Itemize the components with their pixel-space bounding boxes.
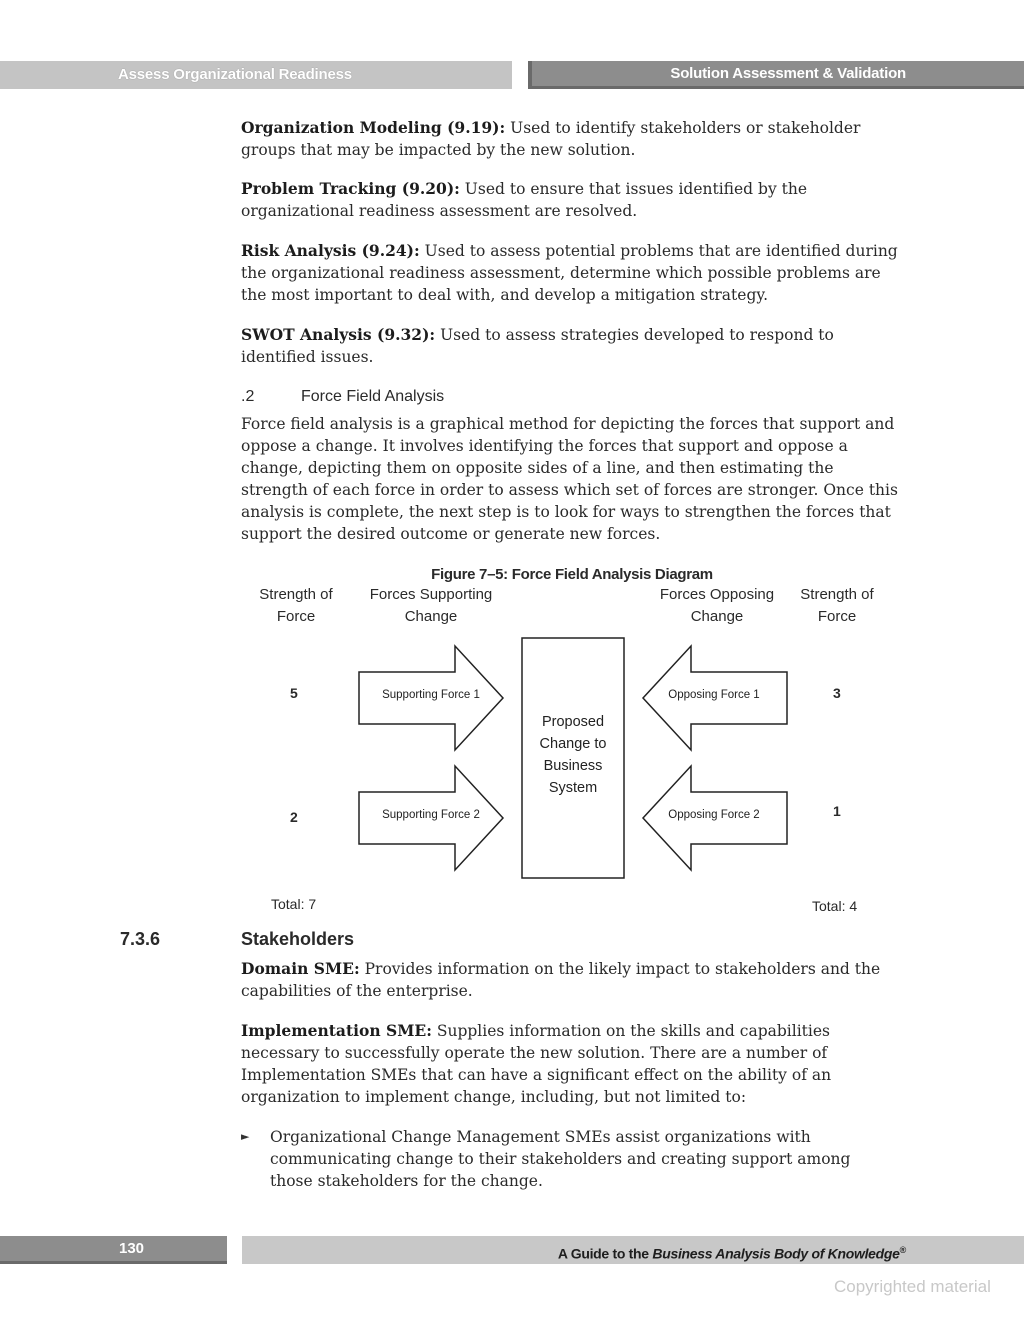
opposing-force-2-label: Opposing Force 2 (668, 809, 760, 821)
total-supporting: Total: 7 (271, 896, 317, 912)
subsection-title: Force Field Analysis (301, 388, 445, 405)
stakeholder-implementation-sme: Implementation SME: Supplies information on the skills and capabilities necessary to successfully operate the new solution. There are a number of Implementation SMEs that can have a significant effect on the ability of an organization to implement change, including, but not limited to: (241, 1021, 832, 1106)
center-line-2: Change to (539, 736, 607, 752)
technique-risk-analysis: Risk Analysis (9.24): Used to assess potential problems that are identified during the organizational readiness assessment, determine which possible problems are the most important to deal with, and develop a mitigation strategy. (241, 241, 898, 304)
copyright-watermark: Copyrighted material (834, 1277, 991, 1296)
opposing-force-1-label: Opposing Force 1 (668, 689, 760, 701)
subsection-body: Force field analysis is a graphical method for depicting the forces that support and oppose a change. It involves identifying the forces that support and oppose a change, depicting them on opposite sides of a line, and then estimating the strength of each force in order to assess which set of forces are stronger. Once this analysis is complete, the next step is to look for ways to strengthen the forces that support the desired outcome or generate new forces. (241, 415, 898, 543)
page-number: 130 (0, 1236, 227, 1264)
total-opposing: Total: 4 (812, 898, 858, 914)
center-line-3: Business (543, 758, 603, 774)
bullet-arrow-icon: ► (241, 1130, 250, 1143)
section-number: 7.3.6 (120, 929, 161, 949)
section-title: Stakeholders (241, 929, 355, 949)
column-header-forces-supporting: Forces Supporting Change (369, 586, 493, 625)
stakeholder-domain-sme: Domain SME: Provides information on the likely impact to stakeholders and the capabilities of the enterprise. (241, 959, 881, 1000)
supporting-force-1-label: Supporting Force 1 (382, 689, 480, 701)
subsection-number: .2 (241, 388, 255, 405)
center-line-4: System (548, 780, 598, 796)
opposing-force-2-strength: 1 (833, 803, 841, 819)
column-header-strength-left: Strength of Force (259, 586, 333, 625)
center-line-1: Proposed (541, 714, 605, 730)
running-header-right: Solution Assessment & Validation (528, 61, 1024, 89)
running-footer: A Guide to the Business Analysis Body of Knowledge® (242, 1236, 1024, 1264)
technique-problem-tracking: Problem Tracking (9.20): Used to ensure that issues identified by the organizational readiness assessment are resolved. (241, 179, 808, 220)
supporting-force-2-label: Supporting Force 2 (382, 809, 480, 821)
running-header-left: Assess Organizational Readiness (0, 61, 512, 89)
supporting-force-2-strength: 2 (290, 809, 298, 825)
column-header-forces-opposing: Forces Opposing Change (659, 586, 775, 625)
supporting-force-1-strength: 5 (290, 685, 298, 701)
technique-swot-analysis: SWOT Analysis (9.32): Used to assess strategies developed to respond to identified issues. (241, 325, 834, 366)
figure-caption: Figure 7–5: Force Field Analysis Diagram (431, 566, 713, 583)
technique-organization-modeling: Organization Modeling (9.19): Used to identify stakeholders or stakeholder groups that may be impacted by the new solution. (241, 118, 861, 159)
column-header-strength-right: Strength of Force (800, 586, 874, 625)
opposing-force-1-strength: 3 (833, 685, 841, 701)
bullet-item: Organizational Change Management SMEs assist organizations with communicating change to their stakeholders and creating support among those stakeholders for the change. (270, 1128, 851, 1190)
